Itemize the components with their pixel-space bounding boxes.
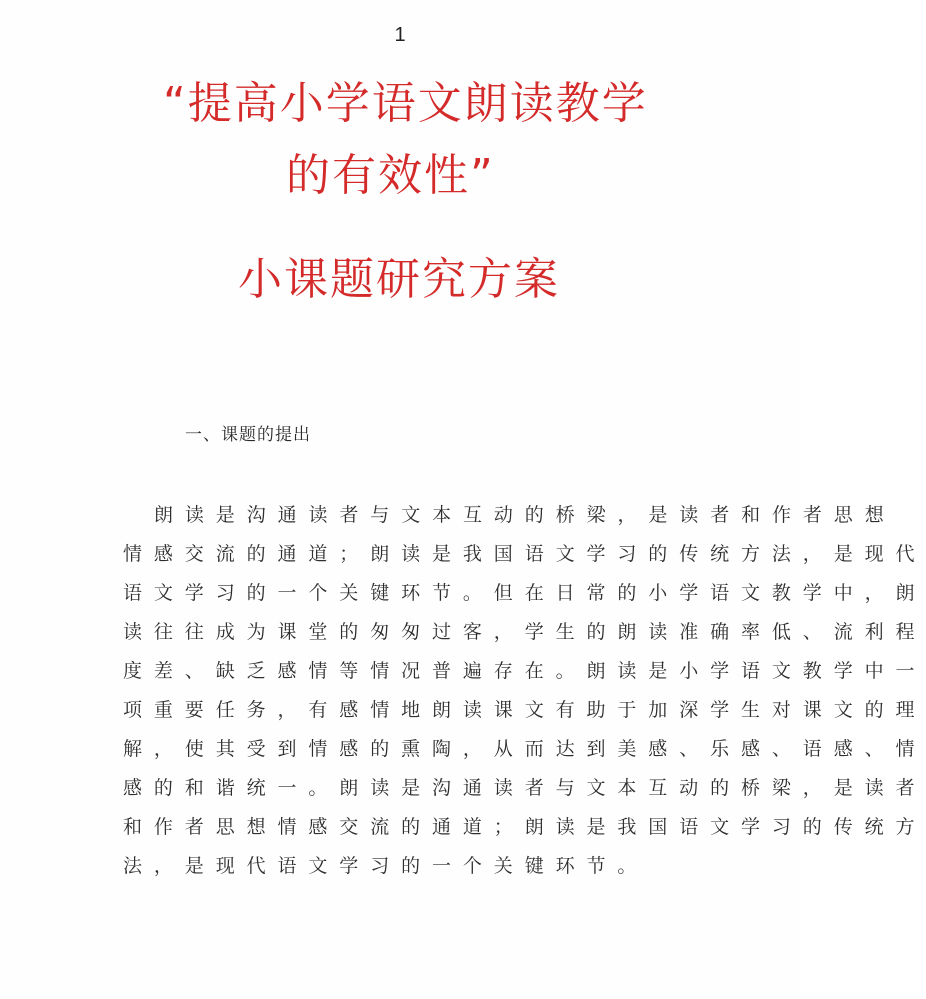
title-line-3: 小课题研究方案	[238, 254, 560, 305]
paragraph-line: 和作者思想情感交流的通道；朗读是我国语文学习的传统方	[123, 816, 926, 838]
paragraph-line: 语文学习的一个关键环节。但在日常的小学语文教学中，朗	[123, 582, 926, 604]
paragraph-line: 解，使其受到情感的熏陶，从而达到美感、乐感、语感、情	[123, 738, 926, 760]
section-heading: 一、课题的提出	[185, 425, 311, 445]
paragraph-line: 读往往成为课堂的匆匆过客，学生的朗读准确率低、流利程	[123, 621, 926, 643]
body-paragraph	[123, 496, 926, 886]
paragraph-line: 感的和谐统一。朗读是沟通读者与文本互动的桥梁，是读者	[123, 777, 926, 799]
paragraph-line: 朗读是沟通读者与文本互动的桥梁，是读者和作者思想	[154, 504, 896, 526]
paragraph-line: 度差、缺乏感情等情况普遍存在。朗读是小学语文教学中一	[123, 660, 926, 682]
paragraph-line: 情感交流的通道；朗读是我国语文学习的传统方法，是现代	[123, 543, 926, 565]
page-number: 1	[394, 24, 406, 46]
paragraph-line: 法，是现代语文学习的一个关键环节。	[123, 855, 649, 877]
title-line-1: “提高小学语文朗读教学	[163, 78, 648, 129]
title-line-2: 的有效性”	[286, 150, 495, 201]
paragraph-line: 项重要任务，有感情地朗读课文有助于加深学生对课文的理	[123, 699, 926, 721]
